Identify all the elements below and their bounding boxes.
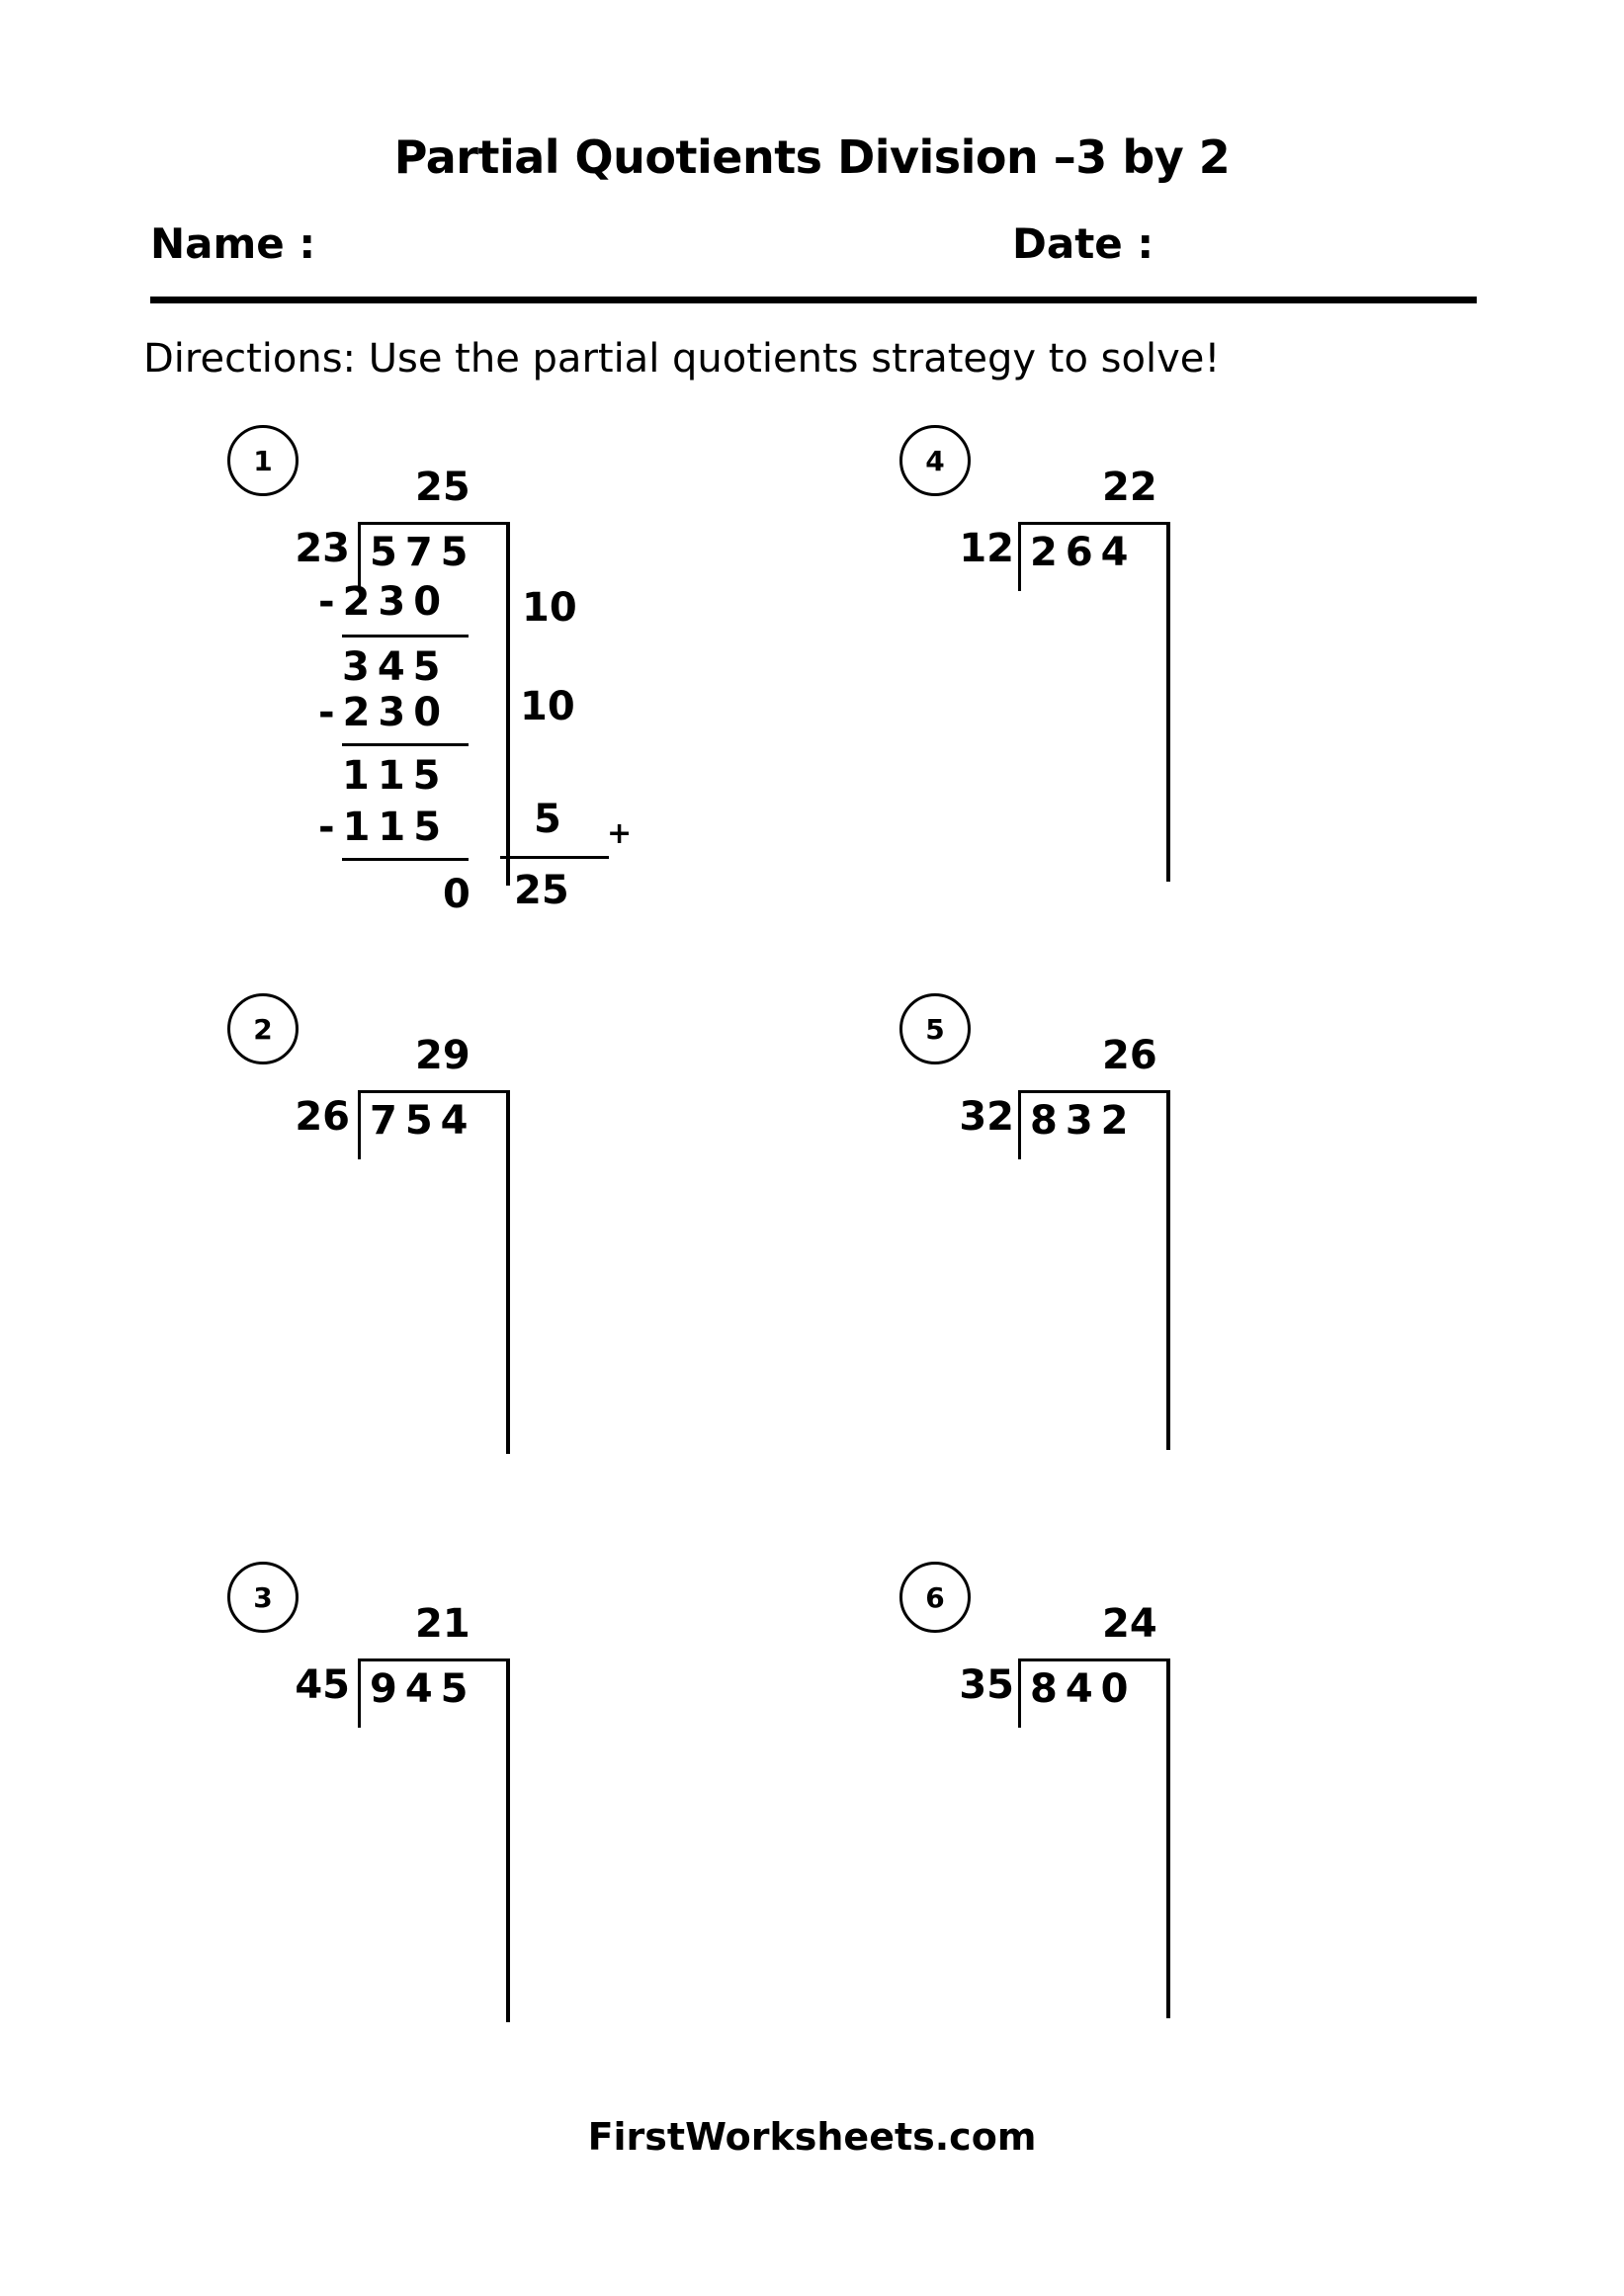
work-column-divider [506, 1090, 510, 1454]
subtraction-row: -115 [318, 805, 450, 850]
subtraction-row: -230 [318, 579, 450, 625]
division-bar [358, 522, 509, 525]
quotient: 24 [1102, 1601, 1157, 1647]
dividend: 575 [370, 530, 476, 575]
problem-4 [899, 425, 1453, 959]
divisor: 35 [959, 1662, 1014, 1708]
problem-3 [227, 1562, 781, 2095]
divisor: 26 [295, 1094, 350, 1140]
work-column-divider [506, 522, 510, 886]
sum-line [500, 856, 609, 859]
problem-number-badge: 2 [227, 993, 299, 1064]
divisor: 45 [295, 1662, 350, 1708]
divisor: 32 [959, 1094, 1014, 1140]
division-bracket [358, 1092, 361, 1159]
quotient: 26 [1102, 1033, 1157, 1078]
problem-number-badge: 1 [227, 425, 299, 496]
header-rule [150, 297, 1477, 303]
footer-brand: FirstWorksheets.com [587, 2115, 1037, 2159]
quotient: 25 [415, 465, 470, 510]
subtraction-line [342, 743, 469, 746]
quotient: 22 [1102, 465, 1157, 510]
subtraction-line [342, 635, 469, 638]
problem-number-badge: 4 [899, 425, 971, 496]
division-bar [1018, 522, 1169, 525]
problem-6 [899, 1562, 1453, 2095]
quotient: 29 [415, 1033, 470, 1078]
subtraction-line [342, 858, 469, 861]
divisor: 23 [295, 526, 350, 571]
quotient: 21 [415, 1601, 470, 1647]
work-column-divider [1166, 522, 1170, 882]
work-column-divider [1166, 1658, 1170, 2018]
plus-sign: + [607, 816, 633, 851]
division-bracket [1018, 1092, 1021, 1159]
directions-text: Directions: Use the partial quotients strategy to solve! [143, 336, 1221, 382]
remainder-row: 115 [342, 753, 449, 799]
dividend: 754 [370, 1098, 476, 1144]
division-bar [358, 1658, 509, 1661]
work-column-divider [1166, 1090, 1170, 1450]
divisor: 12 [959, 526, 1014, 571]
subtraction-row: -230 [318, 690, 450, 735]
problem-1 [227, 425, 781, 959]
problem-2 [227, 993, 781, 1527]
date-label: Date : [1012, 219, 1154, 268]
work-column-divider [506, 1658, 510, 2022]
dividend: 840 [1030, 1666, 1137, 1712]
dividend: 264 [1030, 530, 1137, 575]
division-bracket [358, 1660, 361, 1728]
problem-number-badge: 3 [227, 1562, 299, 1633]
division-bar [358, 1090, 509, 1093]
remainder-row: 345 [342, 644, 449, 690]
name-label: Name : [150, 219, 316, 268]
partial-quotient: 10 [520, 684, 575, 729]
partial-sum: 25 [514, 868, 569, 913]
final-remainder: 0 [443, 872, 478, 917]
problem-number-badge: 5 [899, 993, 971, 1064]
dividend: 945 [370, 1666, 476, 1712]
partial-quotient: 10 [522, 585, 577, 631]
worksheet-title: Partial Quotients Division –3 by 2 [393, 130, 1231, 184]
problem-5 [899, 993, 1453, 1527]
problem-number-badge: 6 [899, 1562, 971, 1633]
partial-quotient: 5 [534, 797, 561, 842]
division-bar [1018, 1658, 1169, 1661]
division-bracket [1018, 524, 1021, 591]
division-bar [1018, 1090, 1169, 1093]
dividend: 832 [1030, 1098, 1137, 1144]
division-bracket [1018, 1660, 1021, 1728]
